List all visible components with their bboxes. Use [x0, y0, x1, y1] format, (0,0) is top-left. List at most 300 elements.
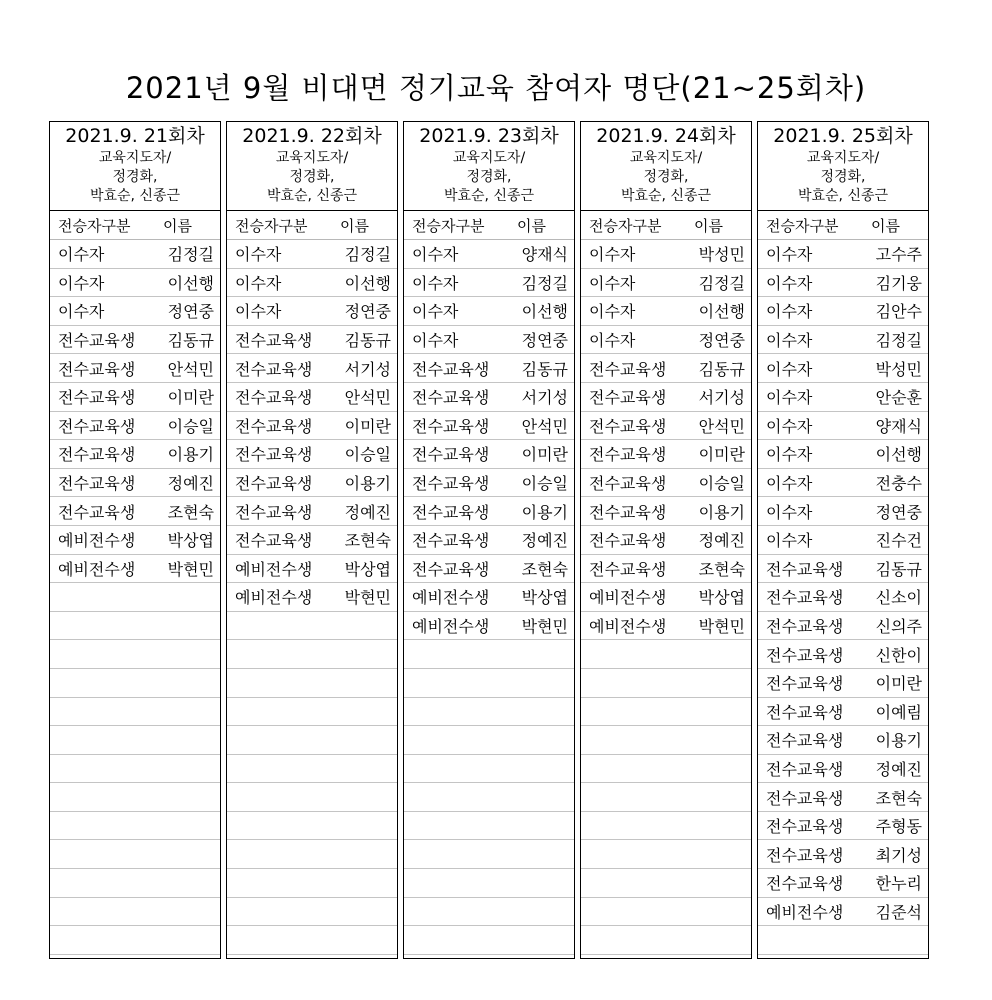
row-category: 전수교육생 [412, 474, 490, 494]
empty-row [581, 840, 751, 869]
row-name: 이선행 [698, 302, 745, 322]
row-category: 전수교육생 [589, 474, 667, 494]
row-name: 박현민 [698, 617, 745, 637]
header-name: 이름 [694, 216, 723, 235]
table-row [758, 612, 928, 641]
session-date: 2021.9. 21회차 [65, 125, 205, 147]
row-name: 이용기 [521, 502, 568, 522]
header-category: 전승자구분 [235, 216, 308, 235]
session-date: 2021.9. 24회차 [596, 125, 736, 147]
row-name: 박성민 [875, 359, 922, 379]
row-category: 예비전수생 [58, 559, 136, 579]
row-name: 양재식 [521, 245, 568, 265]
table-row [50, 297, 220, 326]
table-row [758, 840, 928, 869]
empty-row [581, 640, 751, 669]
empty-row [227, 812, 397, 841]
row-category: 이수자 [235, 302, 282, 322]
instructor-label: 교육지도자/ [452, 150, 526, 166]
row-name: 김정길 [875, 331, 922, 351]
row-category: 전수교육생 [58, 359, 136, 379]
session-column [403, 121, 575, 959]
table-row [50, 269, 220, 298]
row-name: 이예림 [875, 702, 922, 722]
row-name: 이용기 [698, 502, 745, 522]
empty-row [50, 726, 220, 755]
session-header [404, 122, 574, 211]
empty-row [758, 926, 928, 955]
header-name: 이름 [163, 216, 192, 235]
row-name: 정예진 [521, 531, 568, 551]
table-row [581, 497, 751, 526]
empty-row [227, 640, 397, 669]
table-row [581, 354, 751, 383]
row-name: 신한이 [875, 645, 922, 665]
row-category: 이수자 [58, 273, 105, 293]
table-row [404, 412, 574, 441]
empty-row [581, 783, 751, 812]
row-name: 김안수 [875, 302, 922, 322]
row-name: 김동규 [521, 359, 568, 379]
row-name: 정연중 [521, 331, 568, 351]
row-category: 전수교육생 [412, 416, 490, 436]
instructor-label: 교육지도자/ [806, 150, 880, 166]
row-name: 김정길 [698, 273, 745, 293]
row-category: 전수교육생 [58, 388, 136, 408]
row-category: 이수자 [58, 245, 105, 265]
row-name: 조현숙 [521, 559, 568, 579]
row-name: 신소이 [875, 588, 922, 608]
table-row [227, 383, 397, 412]
table-row [758, 898, 928, 927]
row-name: 이미란 [875, 674, 922, 694]
table-row [758, 412, 928, 441]
row-name: 정연중 [875, 502, 922, 522]
row-category: 전수교육생 [766, 588, 844, 608]
row-category: 전수교육생 [766, 674, 844, 694]
table-row [758, 383, 928, 412]
empty-row [581, 755, 751, 784]
row-name: 서기성 [698, 388, 745, 408]
row-name: 박상엽 [698, 588, 745, 608]
empty-row [581, 926, 751, 955]
table-header-row [581, 211, 751, 240]
session-columns [49, 121, 929, 959]
table-row [758, 354, 928, 383]
row-category: 전수교육생 [235, 416, 313, 436]
row-category: 전수교육생 [235, 388, 313, 408]
row-name: 정예진 [167, 474, 214, 494]
row-name: 조현숙 [698, 559, 745, 579]
row-category: 전수교육생 [766, 788, 844, 808]
row-name: 한누리 [875, 874, 922, 894]
row-category: 이수자 [412, 331, 459, 351]
row-name: 양재식 [875, 416, 922, 436]
empty-row [404, 840, 574, 869]
instructor-names-line2: 박효순, 신종근 [797, 188, 889, 204]
row-category: 전수교육생 [235, 474, 313, 494]
row-category: 이수자 [235, 273, 282, 293]
session-date: 2021.9. 22회차 [242, 125, 382, 147]
row-category: 예비전수생 [58, 531, 136, 551]
table-row [581, 469, 751, 498]
row-name: 이선행 [875, 445, 922, 465]
table-row [581, 526, 751, 555]
table-row [758, 326, 928, 355]
row-category: 전수교육생 [235, 331, 313, 351]
row-name: 서기성 [344, 359, 391, 379]
table-row [227, 269, 397, 298]
row-category: 이수자 [412, 302, 459, 322]
empty-row [404, 926, 574, 955]
row-name: 이미란 [521, 445, 568, 465]
page-title: 2021년 9월 비대면 정기교육 참여자 명단(21~25회차) [125, 71, 867, 105]
row-category: 예비전수생 [589, 617, 667, 637]
table-row [227, 583, 397, 612]
instructor-names-line2: 박효순, 신종근 [443, 188, 535, 204]
session-header [581, 122, 751, 211]
table-row [404, 269, 574, 298]
table-row [404, 583, 574, 612]
table-row [404, 526, 574, 555]
row-category: 전수교육생 [766, 731, 844, 751]
table-row [50, 326, 220, 355]
row-name: 서기성 [521, 388, 568, 408]
row-category: 전수교육생 [589, 359, 667, 379]
empty-row [581, 812, 751, 841]
row-name: 박성민 [698, 245, 745, 265]
row-category: 전수교육생 [766, 702, 844, 722]
table-row [758, 783, 928, 812]
header-category: 전승자구분 [58, 216, 131, 235]
table-header-row [50, 211, 220, 240]
empty-row [227, 926, 397, 955]
empty-row [404, 812, 574, 841]
empty-row [50, 583, 220, 612]
empty-row [227, 755, 397, 784]
empty-row [404, 898, 574, 927]
row-name: 정연중 [167, 302, 214, 322]
empty-row [50, 612, 220, 641]
table-row [581, 555, 751, 584]
row-name: 이미란 [698, 445, 745, 465]
row-name: 김준석 [875, 902, 922, 922]
instructor-label: 교육지도자/ [275, 150, 349, 166]
row-category: 이수자 [766, 331, 813, 351]
empty-row [404, 669, 574, 698]
row-name: 조현숙 [167, 502, 214, 522]
row-category: 이수자 [766, 474, 813, 494]
row-category: 이수자 [766, 359, 813, 379]
empty-row [404, 640, 574, 669]
table-row [227, 412, 397, 441]
row-name: 박현민 [167, 559, 214, 579]
empty-row [581, 726, 751, 755]
row-category: 전수교육생 [412, 559, 490, 579]
row-category: 이수자 [766, 502, 813, 522]
row-category: 전수교육생 [412, 502, 490, 522]
row-category: 예비전수생 [589, 588, 667, 608]
table-row [404, 612, 574, 641]
row-category: 이수자 [766, 445, 813, 465]
instructor-names-line1: 정경화, [289, 169, 335, 185]
row-name: 이미란 [344, 416, 391, 436]
empty-row [227, 669, 397, 698]
session-header [227, 122, 397, 211]
row-category: 전수교육생 [589, 531, 667, 551]
table-row [50, 240, 220, 269]
empty-row [50, 840, 220, 869]
table-row [758, 869, 928, 898]
table-row [581, 297, 751, 326]
row-name: 신의주 [875, 617, 922, 637]
table-row [404, 326, 574, 355]
table-row [227, 440, 397, 469]
table-row [404, 383, 574, 412]
row-name: 안석민 [521, 416, 568, 436]
row-name: 안석민 [167, 359, 214, 379]
table-row [50, 526, 220, 555]
empty-row [227, 783, 397, 812]
table-header-row [227, 211, 397, 240]
row-category: 이수자 [589, 331, 636, 351]
row-name: 박상엽 [344, 559, 391, 579]
row-category: 예비전수생 [766, 902, 844, 922]
table-row [758, 583, 928, 612]
row-category: 전수교육생 [766, 617, 844, 637]
row-category: 예비전수생 [235, 559, 313, 579]
row-category: 전수교육생 [589, 502, 667, 522]
row-name: 최기성 [875, 845, 922, 865]
table-row [404, 555, 574, 584]
row-name: 김동규 [698, 359, 745, 379]
table-row [758, 669, 928, 698]
row-name: 안석민 [344, 388, 391, 408]
table-row [227, 297, 397, 326]
row-category: 전수교육생 [412, 359, 490, 379]
row-category: 전수교육생 [58, 331, 136, 351]
row-category: 예비전수생 [412, 588, 490, 608]
row-category: 이수자 [589, 273, 636, 293]
row-name: 김동규 [167, 331, 214, 351]
row-name: 이용기 [875, 731, 922, 751]
instructor-names-line1: 정경화, [466, 169, 512, 185]
empty-row [404, 726, 574, 755]
row-category: 이수자 [235, 245, 282, 265]
row-name: 김정길 [167, 245, 214, 265]
row-category: 이수자 [766, 531, 813, 551]
empty-row [404, 698, 574, 727]
table-row [581, 412, 751, 441]
table-row [758, 755, 928, 784]
instructor-names-line1: 정경화, [820, 169, 866, 185]
row-name: 이용기 [167, 445, 214, 465]
row-category: 전수교육생 [589, 445, 667, 465]
row-name: 이선행 [521, 302, 568, 322]
row-category: 전수교육생 [412, 531, 490, 551]
row-category: 전수교육생 [766, 645, 844, 665]
row-name: 이선행 [344, 273, 391, 293]
row-category: 전수교육생 [589, 559, 667, 579]
empty-row [227, 869, 397, 898]
table-row [581, 612, 751, 641]
row-category: 전수교육생 [766, 845, 844, 865]
table-row [758, 698, 928, 727]
table-row [758, 269, 928, 298]
empty-row [50, 926, 220, 955]
empty-row [581, 869, 751, 898]
empty-row [50, 812, 220, 841]
row-category: 이수자 [412, 273, 459, 293]
session-column [580, 121, 752, 959]
table-header-row [758, 211, 928, 240]
empty-row [227, 898, 397, 927]
empty-row [404, 869, 574, 898]
table-row [581, 440, 751, 469]
row-category: 전수교육생 [235, 531, 313, 551]
row-category: 전수교육생 [766, 874, 844, 894]
table-row [227, 526, 397, 555]
session-header [50, 122, 220, 211]
row-name: 김정길 [344, 245, 391, 265]
table-row [50, 383, 220, 412]
row-name: 박현민 [344, 588, 391, 608]
row-name: 정연중 [344, 302, 391, 322]
table-row [758, 555, 928, 584]
row-name: 고수주 [875, 245, 922, 265]
row-name: 정예진 [698, 531, 745, 551]
header-name: 이름 [517, 216, 546, 235]
row-category: 전수교육생 [589, 388, 667, 408]
row-name: 조현숙 [344, 531, 391, 551]
empty-row [50, 783, 220, 812]
table-row [227, 240, 397, 269]
row-name: 이승일 [698, 474, 745, 494]
empty-row [50, 698, 220, 727]
row-category: 전수교육생 [235, 359, 313, 379]
table-row [227, 497, 397, 526]
table-row [758, 440, 928, 469]
row-category: 전수교육생 [766, 817, 844, 837]
row-name: 박상엽 [521, 588, 568, 608]
row-name: 김동규 [875, 559, 922, 579]
row-name: 안순훈 [875, 388, 922, 408]
row-category: 전수교육생 [58, 445, 136, 465]
table-row [758, 297, 928, 326]
table-row [50, 440, 220, 469]
header-name: 이름 [871, 216, 900, 235]
row-name: 조현숙 [875, 788, 922, 808]
empty-row [404, 783, 574, 812]
row-category: 예비전수생 [412, 617, 490, 637]
row-category: 전수교육생 [235, 502, 313, 522]
empty-row [227, 726, 397, 755]
table-row [581, 583, 751, 612]
row-name: 이선행 [167, 273, 214, 293]
empty-row [227, 612, 397, 641]
row-name: 정연중 [698, 331, 745, 351]
table-row [581, 269, 751, 298]
row-name: 박현민 [521, 617, 568, 637]
row-category: 이수자 [766, 302, 813, 322]
table-header-row [404, 211, 574, 240]
row-name: 정예진 [875, 759, 922, 779]
row-category: 전수교육생 [412, 388, 490, 408]
empty-row [581, 669, 751, 698]
row-category: 예비전수생 [235, 588, 313, 608]
table-row [581, 383, 751, 412]
table-row [227, 555, 397, 584]
instructor-names-line1: 정경화, [112, 169, 158, 185]
table-row [50, 469, 220, 498]
row-name: 이미란 [167, 388, 214, 408]
empty-row [50, 898, 220, 927]
row-category: 전수교육생 [766, 759, 844, 779]
table-row [581, 240, 751, 269]
session-date: 2021.9. 23회차 [419, 125, 559, 147]
instructor-label: 교육지도자/ [629, 150, 703, 166]
empty-row [227, 698, 397, 727]
table-row [758, 240, 928, 269]
empty-row [404, 755, 574, 784]
row-name: 이승일 [167, 416, 214, 436]
table-row [758, 526, 928, 555]
row-category: 이수자 [766, 273, 813, 293]
table-row [758, 469, 928, 498]
row-category: 전수교육생 [58, 502, 136, 522]
header-name: 이름 [340, 216, 369, 235]
table-row [227, 326, 397, 355]
row-name: 안석민 [698, 416, 745, 436]
table-row [758, 812, 928, 841]
empty-row [50, 755, 220, 784]
session-header [758, 122, 928, 211]
session-column [49, 121, 221, 959]
instructor-names-line2: 박효순, 신종근 [620, 188, 712, 204]
row-name: 이승일 [344, 445, 391, 465]
row-name: 이용기 [344, 474, 391, 494]
empty-row [50, 669, 220, 698]
table-row [50, 555, 220, 584]
row-category: 이수자 [589, 245, 636, 265]
table-row [404, 240, 574, 269]
table-row [581, 326, 751, 355]
empty-row [227, 840, 397, 869]
row-name: 김동규 [344, 331, 391, 351]
table-row [227, 469, 397, 498]
row-name: 진수건 [875, 531, 922, 551]
row-category: 이수자 [412, 245, 459, 265]
row-category: 이수자 [766, 416, 813, 436]
row-name: 정예진 [344, 502, 391, 522]
session-column [226, 121, 398, 959]
table-row [758, 726, 928, 755]
session-date: 2021.9. 25회차 [773, 125, 913, 147]
table-row [404, 440, 574, 469]
instructor-label: 교육지도자/ [98, 150, 172, 166]
row-category: 전수교육생 [58, 474, 136, 494]
row-name: 이승일 [521, 474, 568, 494]
table-row [227, 354, 397, 383]
row-name: 김정길 [521, 273, 568, 293]
header-category: 전승자구분 [766, 216, 839, 235]
table-row [50, 497, 220, 526]
instructor-names-line2: 박효순, 신종근 [89, 188, 181, 204]
table-row [404, 497, 574, 526]
table-row [404, 354, 574, 383]
table-row [758, 640, 928, 669]
row-name: 전충수 [875, 474, 922, 494]
